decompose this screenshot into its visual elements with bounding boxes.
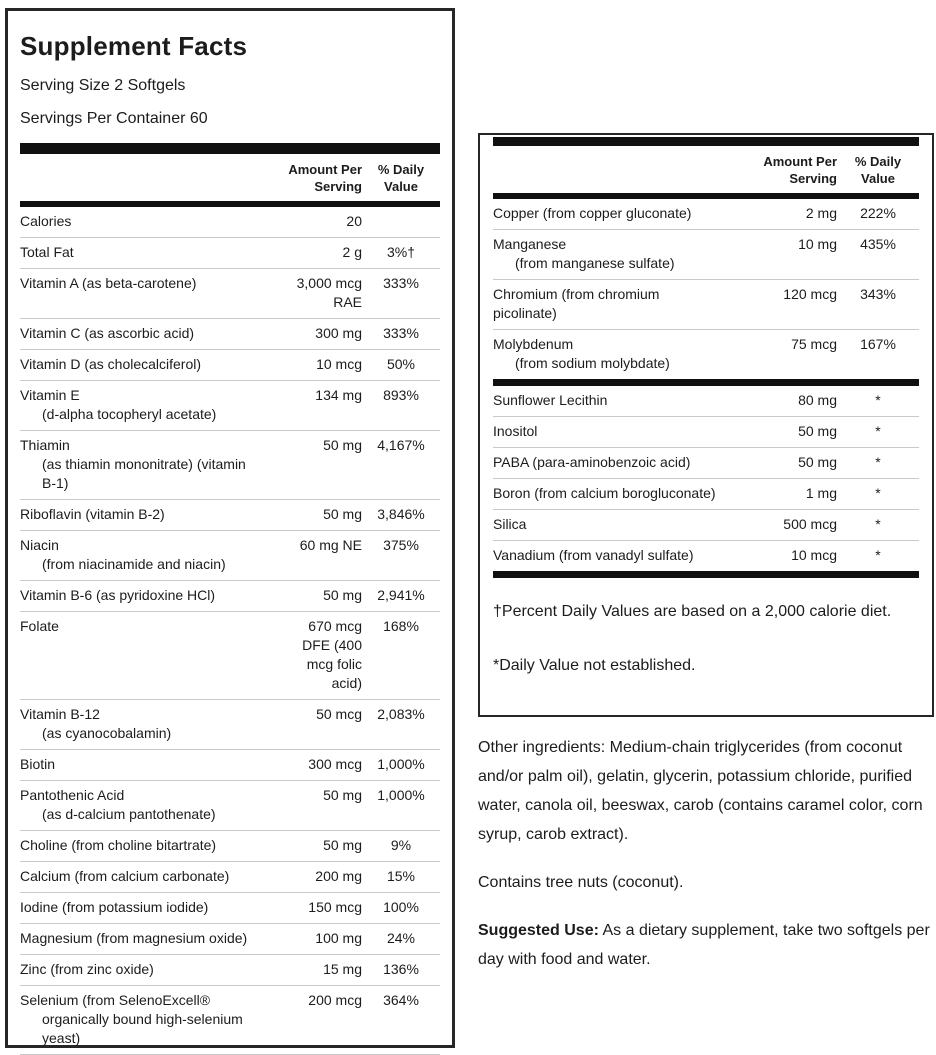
nutrient-name: Folate [20,618,59,634]
daily-value-percent: 3%† [386,244,416,260]
daily-value-percent: 343% [860,286,896,302]
table-row [493,230,919,280]
table-header [20,154,440,201]
other-nutrients-table [493,386,919,571]
daily-value-percent: 375% [383,537,419,553]
table-row [493,280,919,330]
nutrient-name: Calories [20,213,72,229]
daily-value-percent: 333% [383,275,419,291]
nutrient-name: Vitamin B-12 (as cyanocobalamin) [20,706,172,741]
nutrient-name: Chromium (from chromium picolinate) [493,286,660,321]
nutrient-name: Magnesium (from magnesium oxide) [20,930,248,946]
daily-value-percent: 364% [383,992,419,1008]
daily-value-percent: 3,846% [377,506,425,522]
amount-per-serving-value: 50 mg [323,837,362,853]
daily-value-percent: 136% [383,961,419,977]
table-row [493,199,919,230]
nutrient-name: Biotin [20,756,56,772]
nutrient-name: Pantothenic Acid (as d-calcium pantothenate) [20,787,216,822]
nutrient-name: Total Fat [20,244,74,260]
table-row [20,781,440,831]
amount-per-serving-value: 2 mg [805,205,837,221]
nutrient-name: Selenium (from SelenoExcell® organically bound high-selenium yeast) [20,992,243,1046]
amount-per-serving-value: 50 mg [798,454,837,470]
table-header [493,146,919,193]
nutrient-name: Niacin (from niacinamide and niacin) [20,537,226,572]
nutrient-name: Sunflower Lecithin [493,392,608,408]
daily-value-percent: 1,000% [377,756,425,772]
daily-value-percent: * [875,485,881,501]
nutrient-name: Molybdenum (from sodium molybdate) [493,336,670,371]
amount-per-serving-value: 2 g [342,244,362,260]
daily-value-percent: * [875,423,881,439]
amount-per-serving-value: 150 mcg [308,899,362,915]
amount-per-serving-value: 200 mcg [308,992,362,1008]
table-row [493,510,919,541]
amount-per-serving-value: 100 mg [315,930,362,946]
table-row [493,330,919,379]
nutrient-name: Choline (from choline bitartrate) [20,837,217,853]
table-row [493,448,919,479]
table-row [20,319,440,350]
thick-rule [493,137,919,146]
section-rule [493,379,919,386]
daily-value-percent: 50% [386,356,416,372]
nutrient-name: Vitamin B-6 (as pyridoxine HCl) [20,587,216,603]
table-row [20,269,440,319]
daily-value-percent: 333% [383,325,419,341]
nutrient-name: Iodine (from potassium iodide) [20,899,209,915]
nutrient-name: Zinc (from zinc oxide) [20,961,154,977]
amount-per-serving-value: 120 mcg [783,286,837,302]
allergen-statement: Contains tree nuts (coconut). [478,874,684,891]
table-row [20,924,440,955]
table-row [20,431,440,500]
nutrient-name: Vanadium (from vanadyl sulfate) [493,547,694,563]
amount-per-serving-value: 300 mg [315,325,362,341]
not-established-footnote: *Daily Value not established. [493,657,696,674]
amount-per-serving-header: Amount Per Serving [763,154,837,186]
nutrient-name: Thiamin (as thiamin mononitrate) (vitamin B-1) [20,437,246,491]
table-row [493,386,919,417]
daily-value-percent: 9% [390,837,412,853]
table-row [20,986,440,1055]
daily-value-percent: 100% [383,899,419,915]
table-row [493,479,919,510]
suggested-use [478,916,936,974]
nutrient-name: Riboflavin (vitamin B-2) [20,506,165,522]
daily-value-percent: 1,000% [377,787,425,803]
amount-per-serving-value: 300 mcg [308,756,362,772]
nutrients-table [20,207,440,1055]
daily-value-percent: 167% [860,336,896,352]
amount-per-serving-value: 134 mg [315,387,362,403]
amount-per-serving-value: 50 mg [798,423,837,439]
table-row [20,893,440,924]
amount-per-serving-value: 80 mg [798,392,837,408]
other-ingredients: Other ingredients: Medium-chain triglycerides (from coconut and/or palm oil), gelatin, glycerin, potassium chloride, purified water, canola oil, beeswax, carob (contains caramel color, corn syrup, carob extract). [478,739,923,843]
nutrient-name: Vitamin C (as ascorbic acid) [20,325,195,341]
nutrient-name: Calcium (from calcium carbonate) [20,868,230,884]
table-row [20,831,440,862]
table-row [20,531,440,581]
daily-value-footnote: †Percent Daily Values are based on a 2,000 calorie diet. [493,603,892,620]
amount-per-serving-value: 20 [346,213,362,229]
amount-per-serving-value: 200 mg [315,868,362,884]
supplement-facts-title: Supplement Facts [20,31,248,61]
nutrient-name: Silica [493,516,527,532]
daily-value-percent: * [875,547,881,563]
amount-per-serving-value: 75 mcg [791,336,837,352]
table-row [493,541,919,571]
table-row [20,750,440,781]
nutrient-name: Vitamin E (d-alpha tocopheryl acetate) [20,387,217,422]
nutrient-name: Copper (from copper gluconate) [493,205,692,221]
nutrient-name: Manganese (from manganese sulfate) [493,236,675,271]
section-rule [493,571,919,578]
table-row [20,238,440,269]
daily-value-percent: * [875,454,881,470]
amount-per-serving-value: 60 mg NE [299,537,362,553]
table-row [20,207,440,238]
table-row [20,500,440,531]
nutrient-name: PABA (para-aminobenzoic acid) [493,454,691,470]
table-row [20,700,440,750]
table-row [493,417,919,448]
nutrient-name: Boron (from calcium borogluconate) [493,485,716,501]
table-row [20,612,440,700]
amount-per-serving-value: 1 mg [805,485,837,501]
amount-per-serving-value: 10 mcg [316,356,362,372]
amount-per-serving-value: 50 mg [323,437,362,453]
suggested-use-text: As a dietary supplement, take two softgels per day with food and water. [478,922,930,968]
suggested-use-label: Suggested Use: [478,922,599,939]
daily-value-percent: 2,083% [377,706,425,722]
nutrient-name: Inositol [493,423,538,439]
amount-per-serving-value: 10 mg [798,236,837,252]
amount-per-serving-value: 670 mcg DFE (400 mcg folic acid) [302,618,362,691]
servings-per-container: Servings Per Container 60 [20,110,208,127]
daily-value-percent: 168% [383,618,419,634]
daily-value-percent: * [875,516,881,532]
daily-value-percent: 893% [383,387,419,403]
nutrient-name: Vitamin A (as beta-carotene) [20,275,197,291]
daily-value-percent: 15% [386,868,416,884]
thick-rule [20,143,440,154]
daily-value-percent: 4,167% [377,437,425,453]
nutrient-name: Vitamin D (as cholecalciferol) [20,356,202,372]
supplement-facts-continued-panel [478,133,934,717]
table-row [20,350,440,381]
amount-per-serving-value: 10 mcg [791,547,837,563]
daily-value-percent: * [875,392,881,408]
amount-per-serving-header: Amount Per Serving [288,162,362,194]
table-row [20,381,440,431]
label-notes [478,733,936,974]
amount-per-serving-value: 500 mcg [783,516,837,532]
amount-per-serving-value: 50 mg [323,587,362,603]
table-row [20,955,440,986]
supplement-facts-panel [5,8,455,1048]
amount-per-serving-value: 3,000 mcg RAE [296,275,362,310]
table-row [20,581,440,612]
minerals-table [493,199,919,379]
daily-value-header: % Daily Value [377,162,425,194]
amount-per-serving-value: 15 mg [323,961,362,977]
amount-per-serving-value: 50 mg [323,506,362,522]
daily-value-percent: 435% [860,236,896,252]
daily-value-percent: 2,941% [377,587,425,603]
amount-per-serving-value: 50 mg [323,787,362,803]
daily-value-percent: 222% [860,205,896,221]
serving-size: Serving Size 2 Softgels [20,77,186,94]
amount-per-serving-value: 50 mcg [316,706,362,722]
table-row [20,862,440,893]
daily-value-percent: 24% [386,930,416,946]
daily-value-header: % Daily Value [854,154,902,186]
